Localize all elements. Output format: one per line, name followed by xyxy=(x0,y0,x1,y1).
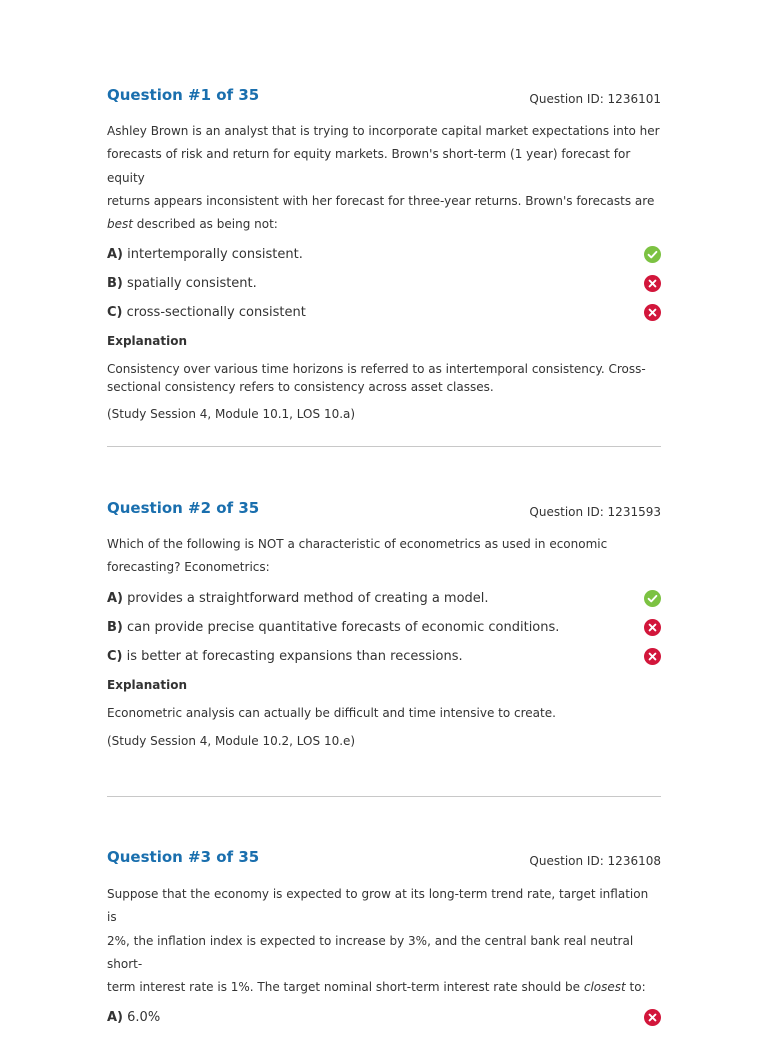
question-id: Question ID: 1231593 xyxy=(529,505,661,519)
option-letter: C) xyxy=(107,648,123,664)
explanation-text xyxy=(107,704,661,722)
question-2 xyxy=(107,499,661,748)
stem-line: Suppose that the economy is expected to grow at its long-term trend rate, target inflation is xyxy=(107,887,649,925)
question-title: Question #3 of 35 xyxy=(107,848,260,866)
question-header xyxy=(107,86,661,112)
x-circle-icon xyxy=(644,648,661,665)
option-text: spatially consistent. xyxy=(127,276,257,292)
check-circle-icon xyxy=(644,246,661,263)
option-text: intertemporally consistent. xyxy=(127,247,303,263)
study-reference: (Study Session 4, Module 10.2, LOS 10.e) xyxy=(107,733,356,748)
question-divider xyxy=(107,796,661,797)
stem-prefix: term interest rate is 1%. The target nominal short-term interest rate should be xyxy=(107,980,584,995)
stem-line: forecasts of risk and return for equity markets. Brown's short-term (1 year) forecast for equity xyxy=(107,147,631,185)
option-b xyxy=(107,618,661,647)
stem-line: Which of the following is NOT a characteristic of econometrics as used in economic xyxy=(107,537,608,551)
stem-line: returns appears inconsistent with her forecast for three-year returns. Brown's forecasts are xyxy=(107,193,655,208)
question-1 xyxy=(107,86,661,421)
option-text: provides a straightforward method of creating a model. xyxy=(127,590,489,606)
stem-line: 2%, the inflation index is expected to increase by 3%, and the central bank real neutral short- xyxy=(107,933,634,971)
stem-line xyxy=(107,976,661,999)
option-b xyxy=(107,274,661,303)
stem-emphasis: closest xyxy=(583,980,626,995)
explanation-line: Econometric analysis can actually be difficult and time intensive to create. xyxy=(107,705,556,720)
stem-suffix: to: xyxy=(625,980,646,995)
answer-options xyxy=(107,245,661,332)
x-circle-icon xyxy=(644,619,661,636)
option-letter: A) xyxy=(107,247,124,263)
option-a xyxy=(107,1008,661,1037)
stem-line: forecasting? Econometrics: xyxy=(107,560,270,575)
question-title: Question #2 of 35 xyxy=(107,499,260,517)
question-stem xyxy=(107,533,661,580)
option-letter: C) xyxy=(107,305,123,321)
option-c xyxy=(107,647,661,676)
explanation-heading: Explanation xyxy=(107,677,188,692)
option-text: 6.0% xyxy=(127,1010,161,1026)
question-header xyxy=(107,848,661,874)
explanation-line: sectional consistency refers to consistency across asset classes. xyxy=(107,380,494,395)
question-divider xyxy=(107,446,661,447)
question-id: Question ID: 1236108 xyxy=(529,854,661,868)
stem-tail: described as being not: xyxy=(132,217,278,232)
option-letter: A) xyxy=(107,590,124,606)
option-text: is better at forecasting expansions than recessions. xyxy=(126,648,463,664)
question-stem xyxy=(107,120,661,236)
question-header xyxy=(107,499,661,525)
question-stem xyxy=(107,883,661,999)
question-title: Question #1 of 35 xyxy=(107,86,260,104)
x-circle-icon xyxy=(644,304,661,321)
stem-emphasis: best xyxy=(107,217,133,232)
option-a xyxy=(107,589,661,618)
question-3 xyxy=(107,848,661,1037)
option-letter: B) xyxy=(107,619,123,635)
option-letter: B) xyxy=(107,276,123,292)
option-a xyxy=(107,245,661,274)
option-letter: A) xyxy=(107,1010,124,1026)
check-circle-icon xyxy=(644,590,661,607)
answer-options xyxy=(107,1008,661,1037)
explanation-heading: Explanation xyxy=(107,334,188,349)
stem-line xyxy=(107,213,661,236)
x-circle-icon xyxy=(644,275,661,292)
option-c xyxy=(107,303,661,332)
stem-line: Ashley Brown is an analyst that is trying to incorporate capital market expectations into her xyxy=(107,124,660,138)
option-text: cross-sectionally consistent xyxy=(126,305,306,321)
explanation-line: Consistency over various time horizons is referred to as intertemporal consistency. Cross- xyxy=(107,362,646,377)
answer-options xyxy=(107,589,661,676)
option-text: can provide precise quantitative forecasts of economic conditions. xyxy=(127,619,560,635)
question-id: Question ID: 1236101 xyxy=(529,92,661,106)
explanation-text xyxy=(107,360,661,396)
study-reference: (Study Session 4, Module 10.1, LOS 10.a) xyxy=(107,407,356,422)
